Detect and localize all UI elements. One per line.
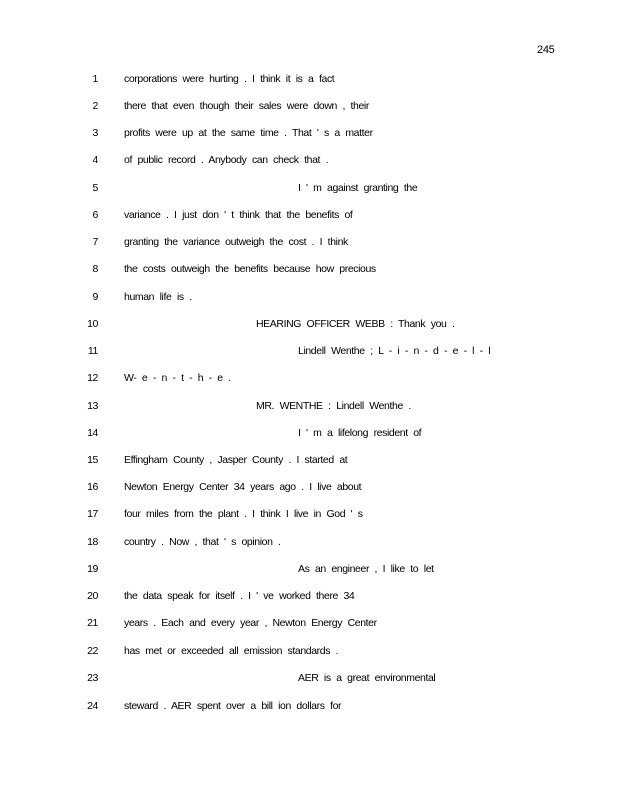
transcript-line: [0, 534, 618, 550]
line-text: granting the variance outweigh the cost . I think: [124, 236, 348, 248]
transcript-line: [0, 71, 618, 87]
line-text: profits were up at the same time . That ' s a matter: [124, 127, 373, 139]
line-text: steward . AER spent over a bill ion dollars for: [124, 700, 342, 712]
transcript-line: [0, 125, 618, 141]
line-number: 17: [87, 508, 98, 520]
line-text: AER is a great environmental: [298, 672, 436, 684]
transcript-line: [0, 588, 618, 604]
line-text: years . Each and every year , Newton Energy Center: [124, 617, 377, 629]
line-text: I ' m against granting the: [298, 182, 418, 194]
line-number: 23: [87, 672, 98, 684]
line-number: 10: [87, 318, 98, 330]
line-text: I ' m a lifelong resident of: [298, 427, 422, 439]
line-number: 3: [92, 127, 98, 139]
line-number: 4: [92, 154, 98, 166]
line-number: 15: [87, 454, 98, 466]
line-number: 2: [92, 100, 98, 112]
line-number: 14: [87, 427, 98, 439]
line-number: 21: [87, 617, 98, 629]
transcript-line: [0, 180, 618, 196]
transcript-line: [0, 506, 618, 522]
transcript-line: [0, 398, 618, 414]
line-text: the costs outweigh the benefits because how precious: [124, 263, 376, 275]
transcript-line: [0, 452, 618, 468]
transcript-line: [0, 670, 618, 686]
transcript-line: [0, 261, 618, 277]
line-number: 11: [87, 345, 98, 357]
line-text: Effingham County , Jasper County . I started at: [124, 454, 348, 466]
line-text: of public record . Anybody can check that .: [124, 154, 329, 166]
line-text: four miles from the plant . I think I live in God ' s: [124, 508, 363, 520]
line-number: 12: [87, 372, 98, 384]
line-text: has met or exceeded all emission standards .: [124, 645, 339, 657]
line-text: there that even though their sales were down , their: [124, 100, 369, 112]
transcript-line: [0, 98, 618, 114]
transcript-line: [0, 479, 618, 495]
transcript-line: [0, 561, 618, 577]
page-number: 245: [537, 44, 555, 56]
line-text: the data speak for itself . I ' ve worked there 34: [124, 590, 355, 602]
line-text: MR. WENTHE : Lindell Wenthe .: [256, 400, 411, 412]
line-number: 6: [92, 209, 98, 221]
line-number: 24: [87, 700, 98, 712]
line-number: 19: [87, 563, 98, 575]
transcript-line: [0, 207, 618, 223]
line-number: 22: [87, 645, 98, 657]
line-text: human life is .: [124, 291, 192, 303]
line-text: W- e - n - t - h - e .: [124, 372, 231, 384]
line-number: 5: [92, 182, 98, 194]
transcript-line: [0, 425, 618, 441]
line-text: HEARING OFFICER WEBB : Thank you .: [256, 318, 455, 330]
line-text: Newton Energy Center 34 years ago . I live about: [124, 481, 362, 493]
line-number: 9: [92, 291, 98, 303]
line-text: variance . I just don ' t think that the benefits of: [124, 209, 353, 221]
line-number: 13: [87, 400, 98, 412]
line-text: country . Now , that ' s opinion .: [124, 536, 281, 548]
transcript-line: [0, 370, 618, 386]
transcript-line: [0, 343, 618, 359]
line-number: 8: [92, 263, 98, 275]
transcript-line: [0, 643, 618, 659]
line-number: 20: [87, 590, 98, 602]
line-number: 1: [92, 73, 98, 85]
transcript-line: [0, 698, 618, 714]
transcript-line: [0, 289, 618, 305]
transcript-line: [0, 615, 618, 631]
transcript-line: [0, 316, 618, 332]
line-text: Lindell Wenthe ; L - i - n - d - e - l - l: [298, 345, 491, 357]
line-number: 16: [87, 481, 98, 493]
transcript-line: [0, 152, 618, 168]
line-text: corporations were hurting . I think it is a fact: [124, 73, 335, 85]
line-number: 7: [92, 236, 98, 248]
line-number: 18: [87, 536, 98, 548]
line-text: As an engineer , I like to let: [298, 563, 434, 575]
transcript-line: [0, 234, 618, 250]
